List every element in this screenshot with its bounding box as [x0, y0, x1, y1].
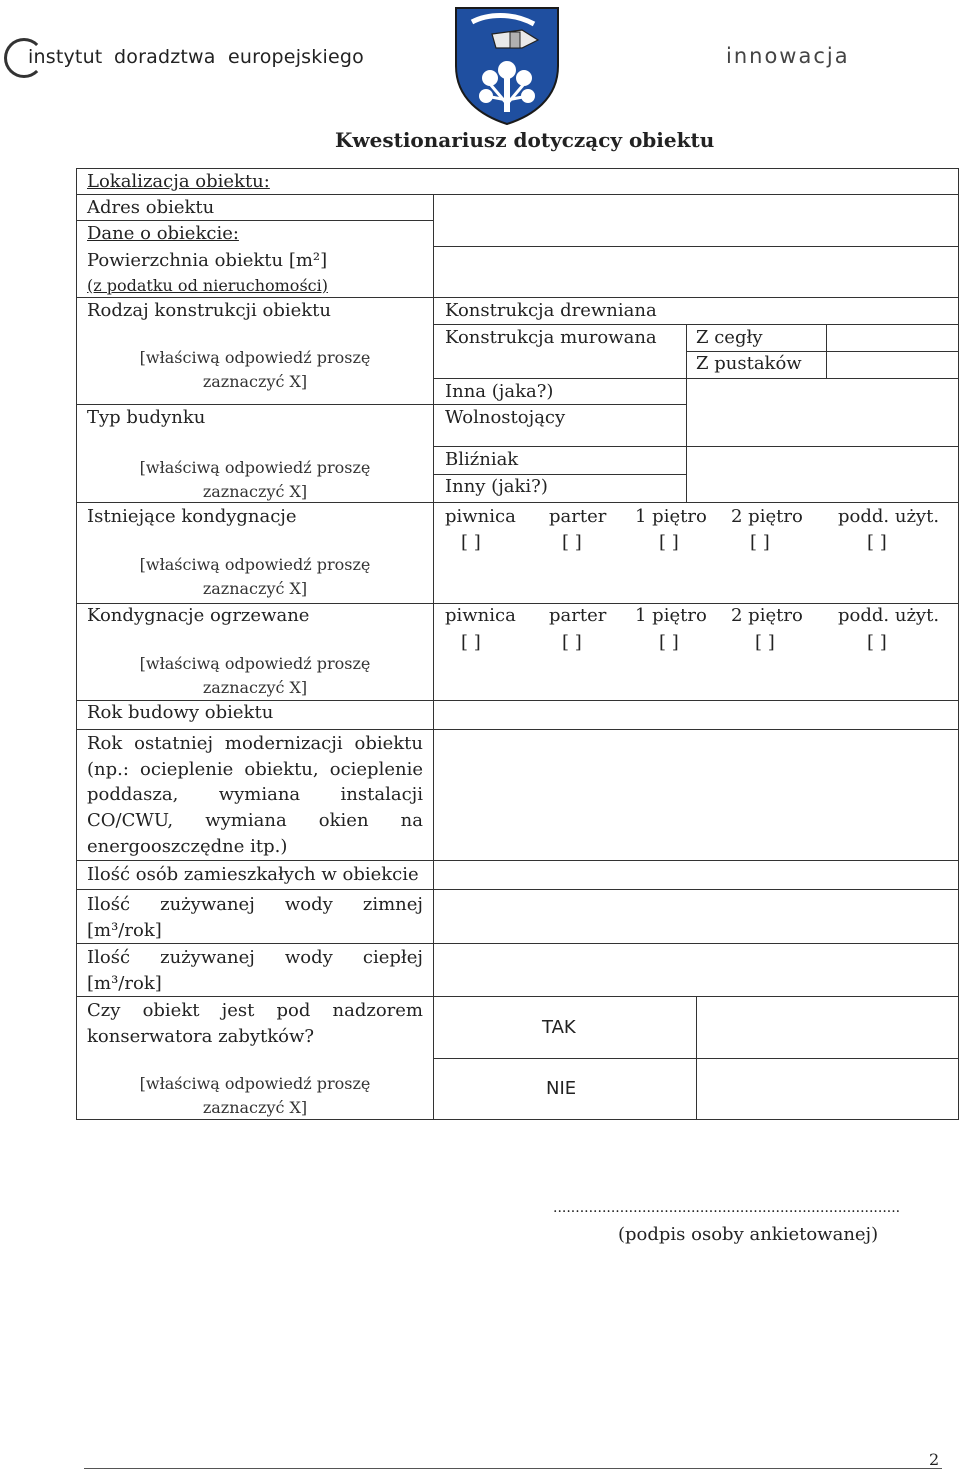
floor-1-pietro: 1 piętro — [635, 605, 707, 626]
checkbox-istn-2-pietro[interactable]: [ ] — [750, 532, 770, 553]
label-adres: Adres obiektu — [87, 197, 215, 218]
option-wolnostojacy[interactable]: Wolnostojący — [445, 407, 566, 428]
floor-parter: parter — [549, 605, 607, 626]
brand-innowacja: innowacja — [726, 44, 850, 68]
label-modernizacja-2: (np.: ocieplenie obiektu, ocieplenie — [87, 759, 423, 780]
label-modernizacja-3: poddasza, wymiana instalacji — [87, 784, 423, 805]
option-konstr-murowana[interactable]: Konstrukcja murowana — [445, 327, 657, 348]
label-powierzchnia: Powierzchnia obiektu [m²] — [87, 250, 328, 271]
checkbox-ogrz-poddasze[interactable]: [ ] — [867, 632, 887, 653]
rule — [76, 700, 959, 701]
floor-poddasze: podd. użyt. — [838, 605, 940, 626]
rule — [76, 603, 959, 604]
rule — [434, 324, 959, 325]
rule — [76, 889, 959, 890]
label-istniejace: Istniejące kondygnacje — [87, 506, 297, 527]
label-woda-zimna-2: [m³/rok] — [87, 920, 162, 941]
label-ogrzewane: Kondygnacje ogrzewane — [87, 605, 310, 626]
rule — [434, 246, 959, 247]
checkbox-ogrz-2-pietro[interactable]: [ ] — [755, 632, 775, 653]
floor-2-pietro: 2 piętro — [731, 506, 803, 527]
rule — [434, 404, 686, 405]
rule — [76, 220, 434, 221]
rule — [76, 404, 434, 405]
rule — [76, 860, 959, 861]
signature-label: (podpis osoby ankietowanej) — [618, 1224, 879, 1245]
label-modernizacja-1: Rok ostatniej modernizacji obiektu — [87, 733, 423, 754]
rule — [76, 194, 959, 195]
label-ilosc-osob: Ilość osób zamieszkałych w obiekcie — [87, 864, 419, 885]
signature-line: .............................................................................. — [553, 1200, 901, 1216]
divider-type-box — [686, 446, 687, 502]
rule — [434, 446, 959, 447]
option-inna[interactable]: Inna (jaka?) — [445, 381, 554, 402]
coat-of-arms-icon — [452, 4, 562, 126]
floor-piwnica: piwnica — [445, 506, 516, 527]
rule — [434, 474, 686, 475]
hint-typ: [właściwą odpowiedź proszę zaznaczyć X] — [139, 458, 371, 501]
page-number: 2 — [929, 1450, 940, 1469]
divider-material-col — [686, 324, 687, 446]
rule — [76, 297, 959, 298]
checkbox-istn-parter[interactable]: [ ] — [562, 532, 582, 553]
logo-word-doradztwa: doradztwa — [114, 46, 216, 68]
logo-word-europejskiego: europejskiego — [228, 46, 364, 68]
checkbox-istn-poddasze[interactable]: [ ] — [867, 532, 887, 553]
label-woda-ciepla-2: [m³/rok] — [87, 973, 162, 994]
rule — [434, 378, 686, 379]
option-z-pustakow[interactable]: Z pustaków — [696, 353, 802, 374]
footer-rule — [84, 1468, 942, 1469]
checkbox-istn-1-pietro[interactable]: [ ] — [659, 532, 679, 553]
label-konserwator-1: Czy obiekt jest pod nadzorem — [87, 1000, 423, 1021]
label-woda-ciepla-1: Ilość zużywanej wody ciepłej — [87, 947, 423, 968]
logo-word-instytut: instytut — [28, 46, 103, 68]
floor-parter: parter — [549, 506, 607, 527]
label-rodzaj: Rodzaj konstrukcji obiektu — [87, 300, 331, 321]
rule — [76, 729, 959, 730]
hint-ogrzewane: [właściwą odpowiedź proszę zaznaczyć X] — [139, 654, 371, 697]
floor-1-pietro: 1 piętro — [635, 506, 707, 527]
hint-rodzaj: [właściwą odpowiedź proszę zaznaczyć X] — [139, 348, 371, 391]
checkbox-ogrz-1-pietro[interactable]: [ ] — [659, 632, 679, 653]
option-tak[interactable]: TAK — [542, 1017, 576, 1038]
page-title: Kwestionariusz dotyczący obiektu — [335, 128, 715, 152]
label-typ: Typ budynku — [87, 407, 206, 428]
label-konserwator-2: konserwatora zabytków? — [87, 1026, 315, 1047]
rule — [434, 1058, 959, 1059]
option-blizniak[interactable]: Bliźniak — [445, 449, 519, 470]
label-modernizacja-5: energooszczędne itp.) — [87, 836, 288, 857]
rule — [686, 378, 959, 379]
option-z-cegly[interactable]: Z cegły — [696, 327, 763, 348]
option-inny[interactable]: Inny (jaki?) — [445, 476, 548, 497]
section-dane: Dane o obiekcie: — [87, 223, 239, 244]
label-woda-zimna-1: Ilość zużywanej wody zimnej — [87, 894, 423, 915]
note-powierzchnia: (z podatku od nieruchomości) — [87, 276, 328, 295]
option-konstr-drewniana[interactable]: Konstrukcja drewniana — [445, 300, 657, 321]
rule — [686, 351, 959, 352]
hint-istniejace: [właściwą odpowiedź proszę zaznaczyć X] — [139, 555, 371, 598]
hint-konserwator: [właściwą odpowiedź proszę zaznaczyć X] — [139, 1074, 371, 1117]
label-rok-budowy: Rok budowy obiektu — [87, 702, 274, 723]
checkbox-istn-piwnica[interactable]: [ ] — [461, 532, 481, 553]
column-divider — [433, 194, 434, 1120]
section-lokalizacja: Lokalizacja obiektu: — [87, 171, 270, 192]
label-modernizacja-4: CO/CWU, wymiana okien na — [87, 810, 423, 831]
option-nie[interactable]: NIE — [546, 1078, 577, 1099]
floor-2-pietro: 2 piętro — [731, 605, 803, 626]
checkbox-ogrz-piwnica[interactable]: [ ] — [461, 632, 481, 653]
checkbox-ogrz-parter[interactable]: [ ] — [562, 632, 582, 653]
floor-poddasze: podd. użyt. — [838, 506, 940, 527]
floor-piwnica: piwnica — [445, 605, 516, 626]
